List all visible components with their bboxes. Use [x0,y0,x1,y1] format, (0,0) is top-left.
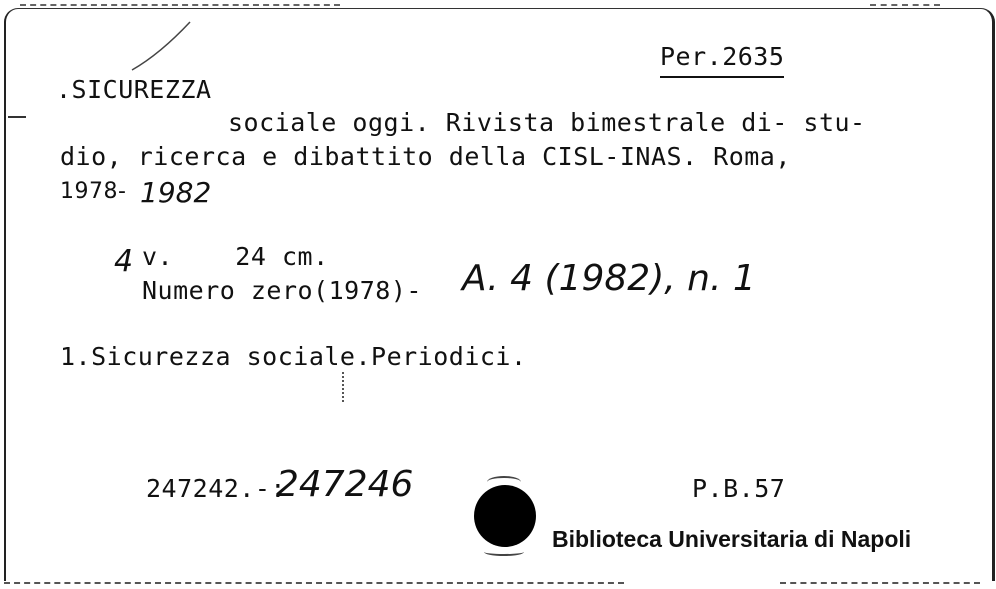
note-typed: Numero zero(1978)- [142,276,438,305]
volumes-handwritten: 4 [114,244,134,279]
dates-typed: 1978- [60,179,127,204]
card-bottom-edge [4,582,624,584]
card-top-edge [20,4,340,6]
subject-entry: 1.Sicurezza sociale.Periodici. [60,342,527,371]
dates-handwritten: 1982 [140,176,212,209]
shelf-mark: P.B.57 [692,474,786,503]
card-top-edge-right [870,4,940,6]
inventory-handwritten: 247246 [276,464,414,505]
call-number: Per.2635 [660,40,784,78]
pen-stroke-mark [130,14,200,74]
stamp-tail [484,548,524,556]
ink-blot [474,485,536,547]
physical-description: v. 24 cm. [142,242,329,271]
library-stamp: Biblioteca Universitaria di Napoli [552,526,912,552]
heading: .SICUREZZA [56,75,212,104]
title-line-1: sociale oggi. Rivista bimestrale di- stu- [228,108,866,137]
inventory-typed: 247242.-: [146,474,286,503]
note-handwritten: A. 4 (1982), n. 1 [462,258,756,299]
margin-tick [8,116,26,118]
card-bottom-edge-right [780,582,980,584]
title-line-2: dio, ricerca e dibattito della CISL-INAS. Roma, [60,142,791,171]
dotted-guide [342,372,346,402]
